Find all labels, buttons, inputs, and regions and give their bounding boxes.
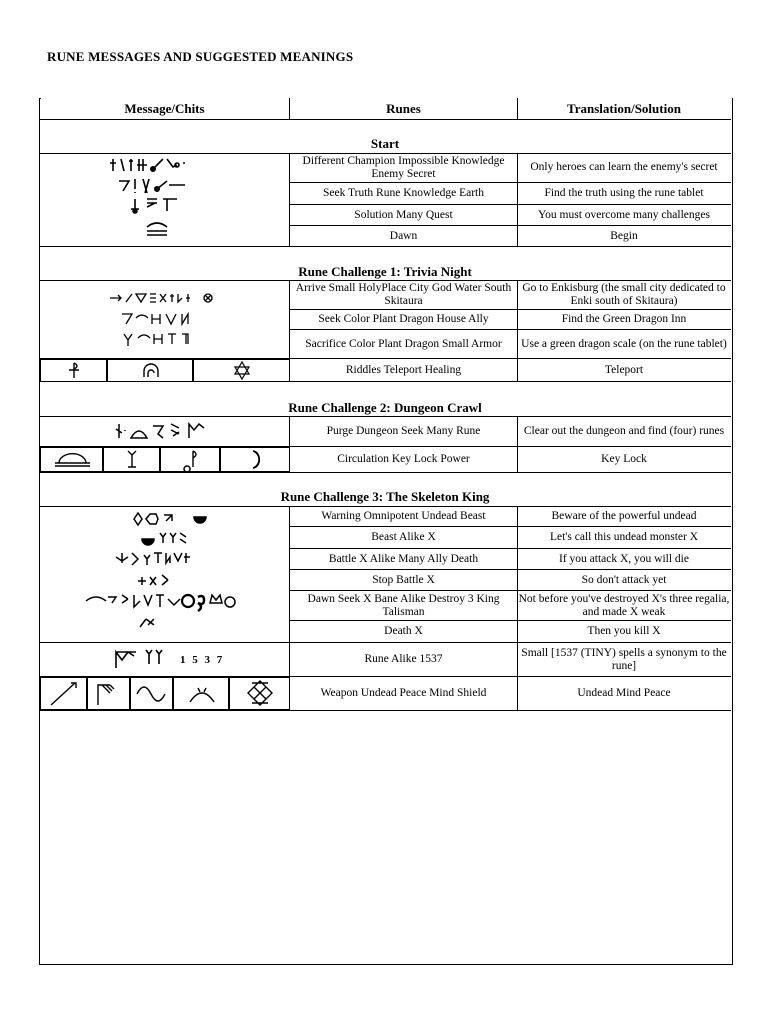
chit-mind: [173, 677, 229, 710]
challenge1-row-3-runes: Sacrifice Color Plant Dragon Small Armor: [305, 337, 502, 350]
divider: [517, 98, 518, 120]
challenge3-row-4-runes: Stop Battle X: [372, 573, 435, 586]
challenge1-rune-glyphs: [108, 290, 223, 350]
start-row-3-translation: You must overcome many challenges: [538, 208, 710, 221]
challenge3-number-runes: Rune Alike 1537: [364, 653, 443, 665]
section-start-title: Start: [370, 136, 400, 151]
divider: [39, 472, 731, 473]
chit-shield: [229, 677, 290, 710]
header-translation: Translation/Solution: [567, 101, 681, 116]
challenge3-row-6-runes: Death X: [384, 625, 423, 637]
divider: [39, 119, 731, 120]
chit-weapon: [40, 677, 87, 710]
header-runes: Runes: [386, 101, 421, 116]
challenge2-chits-translation: Key Lock: [601, 453, 647, 465]
challenge3-row-5-translation: Not before you've destroyed X's three regalia, and made X weak: [518, 592, 730, 618]
section-challenge3-title: Rune Challenge 3: The Skeleton King: [280, 489, 490, 504]
challenge3-row-4-translation: So don't attack yet: [581, 573, 667, 586]
challenge3-row-5-runes: Dawn Seek X Bane Alike Destroy 3 King Talisman: [307, 592, 500, 618]
challenge2-row-runes: Purge Dungeon Seek Many Rune: [326, 425, 481, 437]
challenge3-row-2-runes: Beast Alike X: [371, 531, 436, 543]
chit-peace: [130, 677, 173, 710]
challenge1-chits-runes: Riddles Teleport Healing: [345, 363, 462, 376]
section-challenge2-title: Rune Challenge 2: Dungeon Crawl: [288, 400, 482, 415]
challenge3-row-2-translation: Let's call this undead monster X: [549, 531, 699, 543]
divider: [39, 710, 731, 711]
chit-lock: [160, 447, 220, 472]
chit-power: [220, 447, 290, 472]
challenge3-chits-translation: Undead Mind Peace: [577, 687, 671, 699]
challenge3-number-glyphs: [112, 646, 172, 672]
start-row-1-runes: Different Champion Impossible Knowledge Enemy Secret: [302, 154, 505, 180]
chit-undead: [87, 677, 130, 710]
start-row-2-translation: Find the truth using the rune tablet: [544, 187, 704, 199]
chit-key: [103, 447, 160, 472]
divider: [289, 98, 290, 120]
chit-healing: [193, 359, 290, 382]
start-row-4-translation: Begin: [610, 229, 638, 242]
chit-teleport: [107, 359, 193, 382]
header-message: Message/Chits: [124, 101, 205, 116]
challenge2-chits-runes: Circulation Key Lock Power: [337, 453, 470, 465]
section-challenge1-title: Rune Challenge 1: Trivia Night: [298, 264, 472, 279]
start-row-3-runes: Solution Many Quest: [354, 208, 453, 221]
start-rune-glyphs: [105, 155, 220, 245]
challenge2-rune-glyphs: [115, 420, 225, 444]
chit-riddles: [40, 359, 107, 382]
challenge3-row-1-translation: Beware of the powerful undead: [551, 510, 697, 522]
challenge1-row-2-translation: Find the Green Dragon Inn: [561, 313, 687, 325]
challenge1-row-1-translation: Go to Enkisburg (the small city dedicated to Enki south of Skitaura): [522, 281, 726, 307]
page-title: RUNE MESSAGES AND SUGGESTED MEANINGS: [47, 49, 354, 64]
challenge1-row-2-runes: Seek Color Plant Dragon House Ally: [318, 313, 489, 325]
challenge1-chits-translation: Teleport: [604, 363, 644, 376]
challenge3-rune-glyphs: [82, 511, 252, 636]
challenge3-row-1-runes: Warning Omnipotent Undead Beast: [321, 510, 486, 522]
challenge3-row-3-translation: If you attack X, you will die: [559, 552, 689, 565]
chit-circulation: [40, 447, 103, 472]
start-row-4-runes: Dawn: [389, 229, 418, 242]
challenge1-row-3-translation: Use a green dragon scale (on the rune tablet): [521, 337, 727, 350]
divider: [39, 246, 731, 247]
start-row-2-runes: Seek Truth Rune Knowledge Earth: [323, 187, 484, 199]
start-row-1-translation: Only heroes can learn the enemy's secret: [530, 161, 718, 173]
challenge3-number: 1 5 3 7: [180, 654, 225, 666]
challenge3-row-6-translation: Then you kill X: [587, 625, 661, 637]
challenge2-row-translation: Clear out the dungeon and find (four) runes: [523, 425, 725, 437]
challenge1-row-1-runes: Arrive Small HolyPlace City God Water South Skitaura: [295, 281, 512, 307]
challenge3-chits-runes: Weapon Undead Peace Mind Shield: [320, 687, 487, 699]
challenge3-row-3-runes: Battle X Alike Many Ally Death: [328, 552, 479, 565]
challenge3-number-translation: Small [1537 (TINY) spells a synonym to the rune]: [521, 646, 727, 672]
